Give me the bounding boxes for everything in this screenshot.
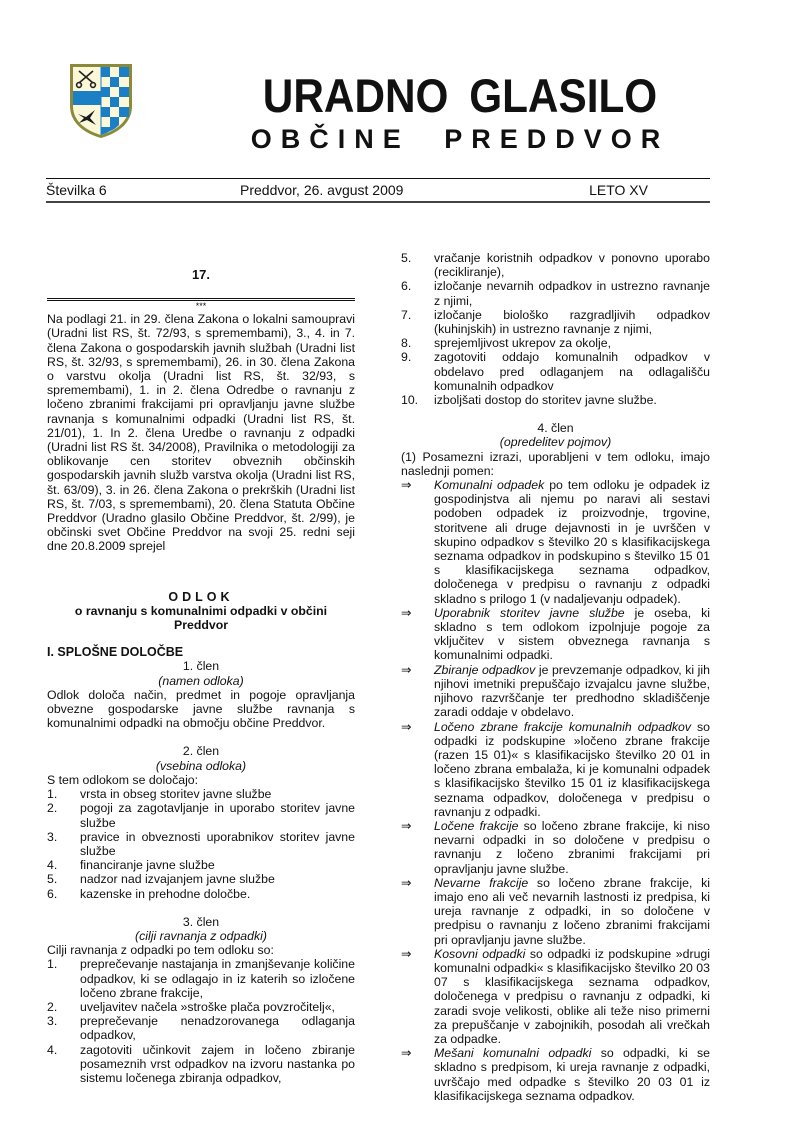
arrow-icon: ⇒: [401, 719, 412, 734]
list-item: [47, 1014, 355, 1042]
list-text: uveljavitev načela »stroške plača povzročitelj«,: [80, 999, 335, 1014]
list-number: 6.: [47, 886, 58, 901]
article-2-list: [47, 787, 355, 901]
article-2-heading: 2. člen: [182, 744, 220, 759]
definition-item: [401, 1046, 710, 1103]
list-number: 5.: [47, 872, 58, 887]
definition-term: Zbiranje odpadkov: [434, 662, 536, 677]
list-text: preprečevanje nenadzorovanega odlaganja odpadkov,: [80, 1014, 355, 1043]
list-number: 3.: [47, 829, 58, 844]
list-number: 1.: [47, 787, 58, 802]
list-number: 8.: [401, 336, 412, 351]
article-2-subtitle: (vsebina odloka): [155, 758, 247, 773]
article-4-intro: (1) Posamezni izrazi, uporabljeni v tem odloku, imajo naslednji pomen:: [401, 449, 710, 478]
article-3-list: [47, 957, 355, 1085]
list-text: preprečevanje nastajanja in zmanjševanje količine odpadkov, ki se odlagajo in iz katerih so izločene ločeno zbrane frakcije,: [80, 957, 355, 1000]
list-text: nadzor nad izvajanjem javne službe: [80, 872, 275, 887]
definition-term: Ločene frakcije: [434, 818, 519, 833]
list-number: 10.: [401, 393, 419, 408]
definition-text: so odpadki, ki se skladno s predpisom, ki ureja ravnanje z odpadki, uvrščajo med odpadke s številko 20 03 01 iz klasifikacijskega seznama odpadkov.: [434, 1046, 711, 1103]
article-4-subtitle: (opredelitev pojmov): [499, 435, 612, 450]
arrow-icon: ⇒: [401, 605, 412, 620]
list-item: [401, 393, 710, 407]
stars-separator: ***: [195, 301, 207, 312]
list-number: 1.: [47, 957, 58, 972]
article-3-heading: 3. člen: [182, 914, 220, 929]
definitions-list: [401, 478, 710, 1103]
list-text: kazenske in prehodne določbe.: [80, 886, 251, 901]
list-item: [47, 801, 355, 829]
list-number: 6.: [401, 279, 412, 294]
list-item: [401, 279, 710, 307]
issue-info-bar: [46, 178, 710, 203]
definition-item: [401, 876, 710, 947]
list-item: [47, 872, 355, 886]
odlok-subtitle: o ravnanju s komunalnimi odpadki v občini Preddvor: [74, 603, 328, 633]
definition-item: [401, 478, 710, 606]
municipal-crest-icon: [68, 62, 134, 140]
section-heading: I. SPLOŠNE DOLOČBE: [47, 645, 184, 660]
definition-term: Ločeno zbrane frakcije komunalnih odpadkov: [434, 719, 692, 734]
definition-item: [401, 819, 710, 876]
issue-year: LETO XV: [589, 182, 648, 198]
list-item: [401, 336, 710, 350]
definition-term: Uporabnik storitev javne službe: [434, 605, 625, 620]
issue-place-date: Preddvor, 26. avgust 2009: [240, 182, 404, 198]
list-text: vrsta in obseg storitev javne službe: [80, 787, 272, 802]
arrow-icon: ⇒: [401, 946, 412, 961]
list-text: pogoji za zagotavljanje in uporabo storitev javne službe: [80, 801, 355, 830]
list-text: izboljšati dostop do storitev javne službe.: [434, 393, 657, 408]
arrow-icon: ⇒: [401, 875, 412, 890]
list-number: 3.: [47, 1014, 58, 1029]
list-text: zagotoviti oddajo komunalnih odpadkov v obdelavo pred odlaganjem na odlagališču komunalnih odpadkov: [434, 350, 710, 393]
list-text: vračanje koristnih odpadkov v ponovno uporabo (recikliranje),: [434, 251, 710, 280]
arrow-icon: ⇒: [401, 818, 412, 833]
definition-item: [401, 606, 710, 663]
article-4-heading: 4. člen: [537, 421, 574, 436]
definition-term: Nevarne frakcije: [434, 875, 529, 890]
item-number: 17.: [191, 267, 211, 282]
list-text: zagotoviti učinkovit zajem in ločeno zbiranje posameznih vrst odpadkov na izvoru nastanka po sistemu ločenega zbiranja odpadkov,: [80, 1042, 355, 1085]
list-text: sprejemljivost ukrepov za okolje,: [434, 336, 612, 351]
article-3-intro: Cilji ravnanja z odpadki po tem odloku so:: [47, 943, 274, 958]
article-1-heading: 1. člen: [182, 659, 220, 674]
list-number: 4.: [47, 1042, 58, 1057]
article-1-text: Odlok določa način, predmet in pogoje opravljanja obvezne gospodarske javne službe ravnanja s komunalnimi odpadki na območju občine Preddvor.: [47, 687, 355, 731]
list-item: [401, 308, 710, 336]
list-text: pravice in obveznosti uporabnikov storitev javne službe: [80, 829, 355, 858]
arrow-icon: ⇒: [401, 1046, 412, 1061]
definition-term: Mešani komunalni odpadki: [434, 1046, 592, 1061]
arrow-icon: ⇒: [401, 662, 412, 677]
definition-term: Komunalni odpadek: [434, 478, 545, 493]
definition-text: je prevzemanje odpadkov, ki jih njihovi imetniki prepuščajo izvajalcu javne službe, njihovo razvrščanje ter predhodno skladiščenje zaradi oddaje v obdelavo.: [434, 662, 710, 720]
masthead-title: URADNO GLASILO: [262, 69, 658, 122]
definition-item: [401, 720, 710, 819]
list-item: [401, 350, 710, 393]
list-item: [47, 787, 355, 801]
list-item: [401, 251, 710, 279]
definition-text: po tem odloku je odpadek iz gospodinjstva ali njemu po naravi ali sestavi podoben odpadek iz proizvodnje, trgovine, storitvene ali druge dejavnosti in je uvrščen v skupino odpadkov s številko 20 s klasifikacijskega seznama odpadkov in podskupino s številko 15 01 s klasifikacijskega seznama odpadkov, določenega v predpisu o ravnanju z odpadki skladno s prilogo 1 (v nadaljevanju odpadek).: [434, 478, 711, 606]
right-column: [401, 251, 710, 1103]
definition-term: Kosovni odpadki: [434, 946, 526, 961]
left-column: [47, 268, 355, 1085]
list-number: 5.: [401, 251, 412, 265]
definition-text: so odpadki iz podskupine »ločeno zbrane frakcije (razen 15 01)« s klasifikacijsko številko 20 01 in ločeno zbrana embalaža, ki je komunalni odpadek s klasifikacijsko številko 15 01 iz klasifikacijskega seznama odpadkov, določenega v predpisu o ravnanju z odpadki.: [434, 719, 710, 819]
list-item: [47, 1043, 355, 1086]
list-item: [47, 830, 355, 858]
definition-text: so ločeno zbrane frakcije, ki niso nevarni odpadki in so določene v predpisu o ravnanju z ločeno zbranimi frakcijami pri opravljanju javne službe.: [434, 818, 710, 876]
definition-text: je oseba, ki skladno s tem odlokom izpolnjuje pogoje za vključitev v sistem obveznega ravnanja s komunalnimi odpadki.: [434, 605, 710, 663]
article-3-list-continued: [401, 251, 710, 407]
definition-text: so odpadki iz podskupine »drugi komunalni odpadki« s klasifikacijsko številko 20 03 07 s klasifikacijskega seznama odpadkov, določenega v predpisu o ravnanju z odpadki, ki zaradi svoje velikosti, oblike ali teže niso primerni za prepuščanje v zabojnikih, posodah ali vrečkah za odpadke.: [434, 946, 710, 1046]
article-2-intro: S tem odlokom se določajo:: [47, 772, 199, 787]
list-number: 4.: [47, 858, 58, 873]
masthead-subtitle: OBČINE PREDDVOR: [250, 124, 670, 154]
arrow-icon: ⇒: [401, 478, 412, 493]
list-item: [47, 858, 355, 872]
list-text: izločanje biološko razgradljivih odpadkov (kuhinjskih) in ustrezno ravnanje z njimi,: [434, 307, 710, 337]
odlok-title: ODLOK: [168, 589, 234, 604]
list-item: [47, 887, 355, 901]
list-item: [47, 957, 355, 1000]
issue-number: Številka 6: [46, 182, 107, 198]
definition-text: so ločeno zbrane frakcije, ki imajo eno ali več nevarnih lastnosti iz predpisa, ki ureja ravnanje z odpadki, in so določene v predpisu o ravnanju z ločeno zbranimi frakcijami pri opravljanju javne službe.: [434, 875, 710, 947]
list-number: 2.: [47, 999, 58, 1014]
list-number: 9.: [401, 350, 412, 365]
list-text: izločanje nevarnih odpadkov in ustrezno ravnanje z njimi,: [434, 279, 710, 308]
preamble-paragraph: Na podlagi 21. in 29. člena Zakona o lokalni samoupravi (Uradni list RS, št. 72/93, s spremembami), 3., 4. in 7. člena Zakona o gospodarskih javnih službah (Uradni list RS, št. 32/93, s spremembami), 26. in 30. člena Zakona o varstvu okolja (Uradni list RS, št. 32/93, s spremembami), 1. in 2. člena Odredbe o ravnanju z ločeno zbranimi frakcijami pri opravljanju javne službe ravnanja s komunalnimi odpadki (Uradni list RS, št. 21/01), 1. In 2. člena Uredbe o ravnanju z odpadki (Uradni list RS št. 34/2008), Pravilnika o metodologiji za oblikovanje cen storitev obveznih občinskih gospodarskih javnih služb varstva okolja (Uradni list RS, št. 63/09), 3. in 26. člena Zakona o prekrških (Uradni list RS, št. 7/03, s spremembami), 20. člena Statuta Občine Preddvor (Uradno glasilo Občine Preddvor, št. 2/99), je občinski svet Občine Preddvor na svoji 25. redni seji dne 20.8.2009 sprejel: [47, 312, 355, 554]
list-text: financiranje javne službe: [80, 858, 215, 873]
list-number: 2.: [47, 801, 58, 816]
definition-item: [401, 947, 710, 1046]
article-3-subtitle: (cilji ravnanja z odpadki): [135, 928, 267, 943]
article-1-subtitle: (namen odloka): [158, 673, 244, 688]
list-number: 7.: [401, 307, 412, 322]
list-item: [47, 1000, 355, 1014]
definition-item: [401, 663, 710, 720]
